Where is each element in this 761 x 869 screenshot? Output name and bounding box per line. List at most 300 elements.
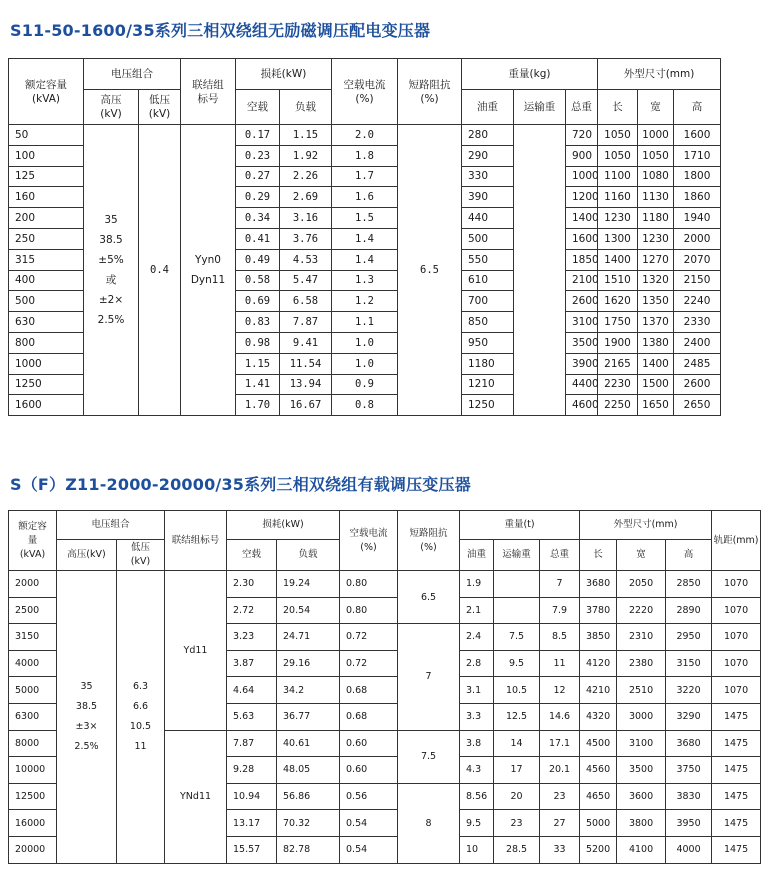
length-cell: 1900: [598, 332, 638, 353]
impedance-cell: 6.5: [398, 571, 460, 624]
capacity-cell: 3150: [9, 624, 57, 651]
length-cell: 1510: [598, 270, 638, 291]
table2-body: [9, 571, 761, 864]
no-load-loss-cell: 9.28: [227, 757, 277, 784]
t2-header-rated-capacity: 额定容 量 (kVA): [9, 511, 57, 571]
height-cell: 2950: [666, 624, 712, 651]
total-weight-cell: 17.1: [540, 730, 580, 757]
header-length: 长: [598, 90, 638, 125]
t2-header-transport-weight: 运输重: [494, 540, 540, 571]
height-cell: 2150: [674, 270, 721, 291]
height-cell: 3750: [666, 757, 712, 784]
hv-cell-line: 2.5%: [74, 740, 99, 752]
table-row: [9, 571, 761, 598]
no-load-current-cell: 0.56: [340, 783, 398, 810]
oil-weight-cell: 390: [462, 187, 514, 208]
width-cell: 1180: [638, 208, 674, 229]
no-load-loss-cell: 0.83: [236, 312, 280, 333]
load-loss-cell: 34.2: [277, 677, 340, 704]
impedance-cell: 6.5: [398, 125, 462, 416]
total-weight-cell: 7: [540, 571, 580, 598]
load-loss-cell: 1.92: [280, 145, 332, 166]
transport-weight-cell: 14: [494, 730, 540, 757]
t2-header-width: 宽: [617, 540, 666, 571]
header-load-loss: 负载: [280, 90, 332, 125]
impedance-cell: 8: [398, 783, 460, 863]
hv-cell-line: 38.5: [75, 700, 98, 712]
oil-weight-cell: 3.3: [460, 703, 494, 730]
t2-header-gauge: 轨距(mm): [712, 511, 761, 571]
no-load-current-cell: 0.72: [340, 624, 398, 651]
total-weight-cell: 7.9: [540, 597, 580, 624]
hv-cell: [57, 571, 117, 864]
length-cell: 1050: [598, 125, 638, 146]
no-load-current-cell: 0.68: [340, 677, 398, 704]
height-cell: 3150: [666, 650, 712, 677]
capacity-cell: 160: [9, 187, 84, 208]
header-height: 高: [674, 90, 721, 125]
height-cell: 2485: [674, 353, 721, 374]
load-loss-cell: 6.58: [280, 291, 332, 312]
load-loss-cell: 16.67: [280, 395, 332, 416]
header-transport-weight: 运输重: [514, 90, 566, 125]
connection-cell: [181, 125, 236, 416]
length-cell: 1400: [598, 249, 638, 270]
height-cell: 3290: [666, 703, 712, 730]
t2-header-height: 高: [666, 540, 712, 571]
no-load-current-cell: 0.72: [340, 650, 398, 677]
header-no-load-current: 空载电流 (%): [332, 59, 398, 125]
oil-weight-cell: 8.56: [460, 783, 494, 810]
no-load-loss-cell: 0.29: [236, 187, 280, 208]
t2-header-weight: 重量(t): [460, 511, 580, 540]
no-load-current-cell: 1.4: [332, 228, 398, 249]
length-cell: 4500: [580, 730, 617, 757]
no-load-current-cell: 0.60: [340, 730, 398, 757]
capacity-cell: 10000: [9, 757, 57, 784]
header-hv: 高压 (kV): [84, 90, 139, 125]
header-dimensions: 外型尺寸(mm): [598, 59, 721, 90]
header-width: 宽: [638, 90, 674, 125]
t2-header-oil-weight: 油重: [460, 540, 494, 571]
width-cell: 4100: [617, 836, 666, 863]
lv-cell-line: 6.6: [132, 700, 149, 712]
no-load-loss-cell: 3.87: [227, 650, 277, 677]
no-load-current-cell: 1.3: [332, 270, 398, 291]
t2-header-connection: 联结组标号: [165, 511, 227, 571]
no-load-current-cell: 0.54: [340, 836, 398, 863]
table1-body: [9, 125, 721, 416]
gauge-cell: 1070: [712, 597, 761, 624]
load-loss-cell: 11.54: [280, 353, 332, 374]
height-cell: 2850: [666, 571, 712, 598]
width-cell: 3100: [617, 730, 666, 757]
t2-header-dimensions: 外型尺寸(mm): [580, 511, 712, 540]
no-load-loss-cell: 10.94: [227, 783, 277, 810]
capacity-cell: 8000: [9, 730, 57, 757]
no-load-loss-cell: 7.87: [227, 730, 277, 757]
no-load-loss-cell: 2.72: [227, 597, 277, 624]
load-loss-cell: 5.47: [280, 270, 332, 291]
capacity-cell: 250: [9, 228, 84, 249]
total-weight-cell: 27: [540, 810, 580, 837]
length-cell: 4560: [580, 757, 617, 784]
capacity-cell: 1000: [9, 353, 84, 374]
capacity-cell: 6300: [9, 703, 57, 730]
oil-weight-cell: 500: [462, 228, 514, 249]
length-cell: 2250: [598, 395, 638, 416]
height-cell: 3680: [666, 730, 712, 757]
oil-weight-cell: 290: [462, 145, 514, 166]
connection-cell: Yd11: [165, 571, 227, 731]
length-cell: 1160: [598, 187, 638, 208]
no-load-loss-cell: 0.27: [236, 166, 280, 187]
length-cell: 1100: [598, 166, 638, 187]
transport-weight-cell: [494, 597, 540, 624]
load-loss-cell: 7.87: [280, 312, 332, 333]
load-loss-cell: 70.32: [277, 810, 340, 837]
length-cell: 1230: [598, 208, 638, 229]
load-loss-cell: 48.05: [277, 757, 340, 784]
table2-title: S（F）Z11-2000-20000/35系列三相双绕组有载调压变压器: [10, 475, 471, 494]
oil-weight-cell: 850: [462, 312, 514, 333]
hv-cell: [84, 125, 139, 416]
no-load-loss-cell: 2.30: [227, 571, 277, 598]
gauge-cell: 1070: [712, 650, 761, 677]
transport-weight-cell: 10.5: [494, 677, 540, 704]
no-load-current-cell: 1.7: [332, 166, 398, 187]
no-load-loss-cell: 1.15: [236, 353, 280, 374]
total-weight-cell: 3500: [566, 332, 598, 353]
width-cell: 1000: [638, 125, 674, 146]
oil-weight-cell: 9.5: [460, 810, 494, 837]
transport-weight-cell: 28.5: [494, 836, 540, 863]
t2-header-no-load-loss: 空载: [227, 540, 277, 571]
capacity-cell: 1250: [9, 374, 84, 395]
width-cell: 1270: [638, 249, 674, 270]
transport-weight-cell: 9.5: [494, 650, 540, 677]
header-voltage-combo: 电压组合: [84, 59, 181, 90]
height-cell: 2650: [674, 395, 721, 416]
no-load-current-cell: 1.1: [332, 312, 398, 333]
height-cell: 4000: [666, 836, 712, 863]
oil-weight-cell: 610: [462, 270, 514, 291]
t2-header-total-weight: 总重: [540, 540, 580, 571]
header-loss: 损耗(kW): [236, 59, 332, 90]
length-cell: 2165: [598, 353, 638, 374]
oil-weight-cell: 10: [460, 836, 494, 863]
transport-weight-cell: 7.5: [494, 624, 540, 651]
header-short-circuit-impedance: 短路阻抗 (%): [398, 59, 462, 125]
width-cell: 1320: [638, 270, 674, 291]
height-cell: 3950: [666, 810, 712, 837]
width-cell: 3500: [617, 757, 666, 784]
length-cell: 2230: [598, 374, 638, 395]
oil-weight-cell: 2.8: [460, 650, 494, 677]
no-load-current-cell: 1.4: [332, 249, 398, 270]
gauge-cell: 1475: [712, 757, 761, 784]
total-weight-cell: 20.1: [540, 757, 580, 784]
width-cell: 1650: [638, 395, 674, 416]
no-load-loss-cell: 13.17: [227, 810, 277, 837]
height-cell: 2240: [674, 291, 721, 312]
gauge-cell: 1475: [712, 836, 761, 863]
header-rated-capacity: 额定容量 (kVA): [9, 59, 84, 125]
total-weight-cell: 720: [566, 125, 598, 146]
width-cell: 1130: [638, 187, 674, 208]
total-weight-cell: 4600: [566, 395, 598, 416]
load-loss-cell: 3.16: [280, 208, 332, 229]
load-loss-cell: 36.77: [277, 703, 340, 730]
capacity-cell: 400: [9, 270, 84, 291]
capacity-cell: 2500: [9, 597, 57, 624]
total-weight-cell: 23: [540, 783, 580, 810]
height-cell: 2070: [674, 249, 721, 270]
total-weight-cell: 11: [540, 650, 580, 677]
table1-title: S11-50-1600/35系列三相双绕组无励磁调压配电变压器: [10, 21, 431, 40]
length-cell: 1050: [598, 145, 638, 166]
no-load-loss-cell: 0.17: [236, 125, 280, 146]
capacity-cell: 630: [9, 312, 84, 333]
header-lv: 低压 (kV): [139, 90, 181, 125]
total-weight-cell: 1850: [566, 249, 598, 270]
length-cell: 4120: [580, 650, 617, 677]
height-cell: 1940: [674, 208, 721, 229]
oil-weight-cell: 2.4: [460, 624, 494, 651]
oil-weight-cell: 4.3: [460, 757, 494, 784]
transport-weight-cell: 23: [494, 810, 540, 837]
connection-cell-line: Yyn0: [195, 254, 221, 267]
header-no-load-loss: 空载: [236, 90, 280, 125]
transport-weight-cell: 17: [494, 757, 540, 784]
capacity-cell: 16000: [9, 810, 57, 837]
oil-weight-cell: 1180: [462, 353, 514, 374]
total-weight-cell: 1600: [566, 228, 598, 249]
hv-cell-line: ±3×: [75, 720, 98, 732]
lv-cell-line: 6.3: [132, 680, 149, 692]
no-load-current-cell: 1.0: [332, 332, 398, 353]
gauge-cell: 1070: [712, 624, 761, 651]
oil-weight-cell: 550: [462, 249, 514, 270]
connection-cell: YNd11: [165, 730, 227, 863]
lv-cell-line: 10.5: [129, 720, 152, 732]
width-cell: 2510: [617, 677, 666, 704]
total-weight-cell: 2600: [566, 291, 598, 312]
no-load-current-cell: 0.8: [332, 395, 398, 416]
width-cell: 1370: [638, 312, 674, 333]
header-total-weight: 总重: [566, 90, 598, 125]
capacity-cell: 125: [9, 166, 84, 187]
no-load-loss-cell: 0.41: [236, 228, 280, 249]
total-weight-cell: 3900: [566, 353, 598, 374]
no-load-loss-cell: 15.57: [227, 836, 277, 863]
oil-weight-cell: 3.8: [460, 730, 494, 757]
width-cell: 2310: [617, 624, 666, 651]
gauge-cell: 1475: [712, 730, 761, 757]
length-cell: 1620: [598, 291, 638, 312]
oil-weight-cell: 950: [462, 332, 514, 353]
no-load-loss-cell: 3.23: [227, 624, 277, 651]
transport-weight-cell: 12.5: [494, 703, 540, 730]
width-cell: 3800: [617, 810, 666, 837]
connection-cell-line: Dyn11: [190, 274, 226, 287]
total-weight-cell: 1200: [566, 187, 598, 208]
total-weight-cell: 900: [566, 145, 598, 166]
t2-header-length: 长: [580, 540, 617, 571]
no-load-loss-cell: 0.34: [236, 208, 280, 229]
transport-weight-cell: [494, 571, 540, 598]
height-cell: 1710: [674, 145, 721, 166]
length-cell: 3680: [580, 571, 617, 598]
height-cell: 2000: [674, 228, 721, 249]
load-loss-cell: 24.71: [277, 624, 340, 651]
oil-weight-cell: 1.9: [460, 571, 494, 598]
load-loss-cell: 2.26: [280, 166, 332, 187]
width-cell: 1050: [638, 145, 674, 166]
capacity-cell: 20000: [9, 836, 57, 863]
no-load-current-cell: 1.8: [332, 145, 398, 166]
load-loss-cell: 1.15: [280, 125, 332, 146]
width-cell: 3600: [617, 783, 666, 810]
hv-cell-line: 2.5%: [97, 314, 125, 327]
total-weight-cell: 14.6: [540, 703, 580, 730]
total-weight-cell: 2100: [566, 270, 598, 291]
length-cell: 1300: [598, 228, 638, 249]
t2-header-short-circuit-impedance: 短路阻抗 (%): [398, 511, 460, 571]
height-cell: 1600: [674, 125, 721, 146]
hv-cell-line: 35: [80, 680, 93, 692]
height-cell: 2400: [674, 332, 721, 353]
load-loss-cell: 19.24: [277, 571, 340, 598]
oil-weight-cell: 330: [462, 166, 514, 187]
capacity-cell: 50: [9, 125, 84, 146]
no-load-loss-cell: 0.23: [236, 145, 280, 166]
hv-cell-line: 35: [104, 214, 118, 227]
lv-cell: 0.4: [139, 125, 181, 416]
load-loss-cell: 29.16: [277, 650, 340, 677]
width-cell: 1080: [638, 166, 674, 187]
no-load-current-cell: 1.0: [332, 353, 398, 374]
gauge-cell: 1070: [712, 677, 761, 704]
oil-weight-cell: 1250: [462, 395, 514, 416]
oil-weight-cell: 280: [462, 125, 514, 146]
total-weight-cell: 8.5: [540, 624, 580, 651]
table-row: [9, 125, 721, 146]
oil-weight-cell: 3.1: [460, 677, 494, 704]
lv-cell: [117, 571, 165, 864]
no-load-current-cell: 1.6: [332, 187, 398, 208]
hv-cell-line: 38.5: [99, 234, 123, 247]
hv-cell-line: ±5%: [98, 254, 124, 267]
capacity-cell: 100: [9, 145, 84, 166]
height-cell: 2890: [666, 597, 712, 624]
total-weight-cell: 12: [540, 677, 580, 704]
width-cell: 1380: [638, 332, 674, 353]
oil-weight-cell: 1210: [462, 374, 514, 395]
header-weight: 重量(kg): [462, 59, 598, 90]
t2-header-load-loss: 负载: [277, 540, 340, 571]
capacity-cell: 200: [9, 208, 84, 229]
total-weight-cell: 1400: [566, 208, 598, 229]
oil-weight-cell: 2.1: [460, 597, 494, 624]
no-load-loss-cell: 4.64: [227, 677, 277, 704]
length-cell: 4210: [580, 677, 617, 704]
load-loss-cell: 3.76: [280, 228, 332, 249]
gauge-cell: 1475: [712, 810, 761, 837]
length-cell: 5200: [580, 836, 617, 863]
lv-cell-line: 11: [134, 740, 147, 752]
width-cell: 1230: [638, 228, 674, 249]
length-cell: 1750: [598, 312, 638, 333]
oil-weight-cell: 700: [462, 291, 514, 312]
t2-header-lv: 低压 (kV): [117, 540, 165, 571]
width-cell: 2380: [617, 650, 666, 677]
length-cell: 5000: [580, 810, 617, 837]
height-cell: 1800: [674, 166, 721, 187]
capacity-cell: 800: [9, 332, 84, 353]
no-load-loss-cell: 0.69: [236, 291, 280, 312]
t2-header-no-load-current: 空载电流 (%): [340, 511, 398, 571]
no-load-current-cell: 2.0: [332, 125, 398, 146]
header-oil-weight: 油重: [462, 90, 514, 125]
gauge-cell: 1475: [712, 703, 761, 730]
height-cell: 3220: [666, 677, 712, 704]
no-load-current-cell: 0.9: [332, 374, 398, 395]
sfz11-spec-table: [8, 510, 761, 864]
total-weight-cell: 1000: [566, 166, 598, 187]
load-loss-cell: 13.94: [280, 374, 332, 395]
t2-header-hv: 高压(kV): [57, 540, 117, 571]
hv-cell-line: 或: [105, 274, 117, 287]
height-cell: 2330: [674, 312, 721, 333]
load-loss-cell: 20.54: [277, 597, 340, 624]
length-cell: 3780: [580, 597, 617, 624]
impedance-cell: 7: [398, 624, 460, 730]
capacity-cell: 500: [9, 291, 84, 312]
height-cell: 1860: [674, 187, 721, 208]
load-loss-cell: 40.61: [277, 730, 340, 757]
load-loss-cell: 82.78: [277, 836, 340, 863]
length-cell: 3850: [580, 624, 617, 651]
capacity-cell: 4000: [9, 650, 57, 677]
length-cell: 4320: [580, 703, 617, 730]
width-cell: 1500: [638, 374, 674, 395]
width-cell: 3000: [617, 703, 666, 730]
height-cell: 3830: [666, 783, 712, 810]
height-cell: 2600: [674, 374, 721, 395]
width-cell: 1350: [638, 291, 674, 312]
load-loss-cell: 2.69: [280, 187, 332, 208]
no-load-loss-cell: 5.63: [227, 703, 277, 730]
header-connection: 联结组 标号: [181, 59, 236, 125]
load-loss-cell: 56.86: [277, 783, 340, 810]
no-load-current-cell: 0.60: [340, 757, 398, 784]
width-cell: 2220: [617, 597, 666, 624]
no-load-current-cell: 0.80: [340, 571, 398, 598]
oil-weight-cell: 440: [462, 208, 514, 229]
s11-spec-table: [8, 58, 721, 416]
total-weight-cell: 33: [540, 836, 580, 863]
hv-cell-line: ±2×: [98, 294, 124, 307]
capacity-cell: 315: [9, 249, 84, 270]
total-weight-cell: 4400: [566, 374, 598, 395]
total-weight-cell: 3100: [566, 312, 598, 333]
load-loss-cell: 9.41: [280, 332, 332, 353]
no-load-current-cell: 0.80: [340, 597, 398, 624]
capacity-cell: 2000: [9, 571, 57, 598]
gauge-cell: 1070: [712, 571, 761, 598]
no-load-current-cell: 0.54: [340, 810, 398, 837]
